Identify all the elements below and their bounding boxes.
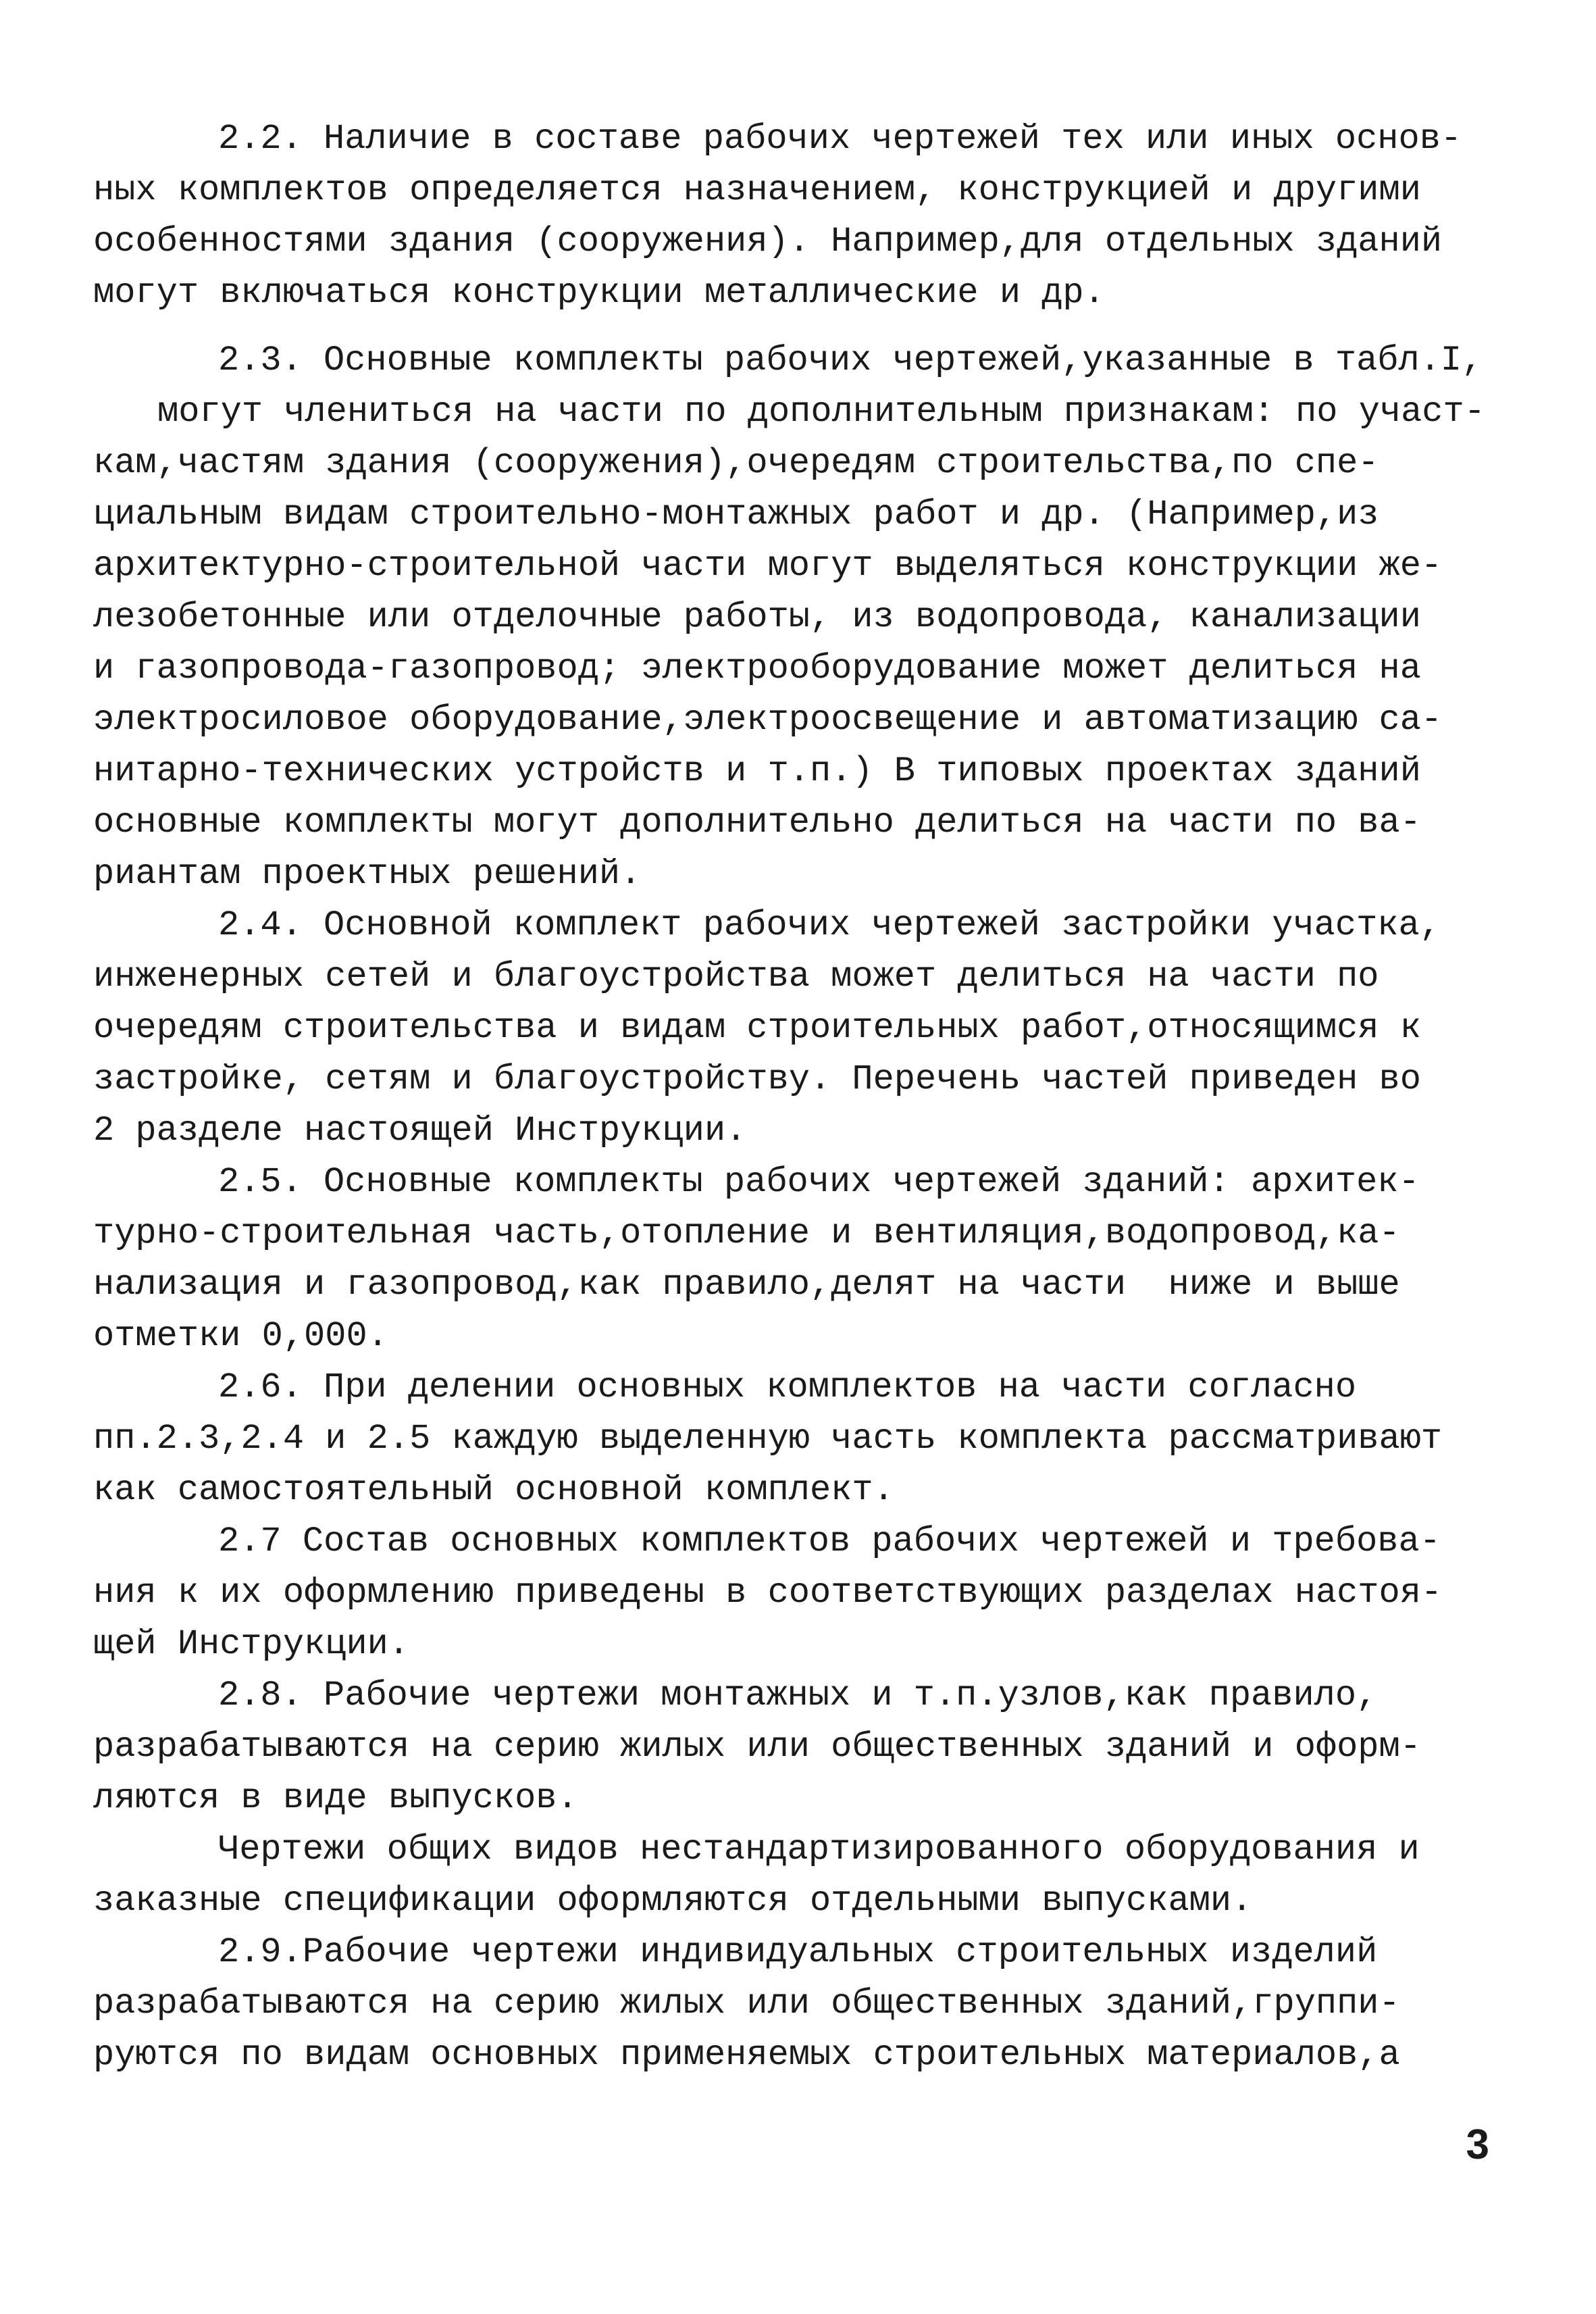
text-line: турно-строительная часть,отопление и вентиляция,водопровод,ка- bbox=[93, 1213, 1400, 1253]
text-line: 2.4. Основной комплект рабочих чертежей застройки участка, bbox=[218, 905, 1441, 945]
text-line: 2.2. Наличие в составе рабочих чертежей тех или иных основ- bbox=[218, 119, 1462, 159]
text-line: риантам проектных решений. bbox=[93, 854, 642, 894]
text-line: кам,частям здания (сооружения),очередям строительства,по спе- bbox=[93, 443, 1379, 483]
text-line: и газопровода-газопровод; электрооборудование может делиться на bbox=[93, 649, 1421, 688]
body-text bbox=[93, 114, 1505, 2081]
text-line: циальным видам строительно-монтажных работ и др. (Например,из bbox=[93, 495, 1379, 534]
text-line: 2.7 Состав основных комплектов рабочих чертежей и требова- bbox=[218, 1521, 1441, 1561]
text-line: отметки 0,000. bbox=[93, 1316, 388, 1356]
text-line: заказные спецификации оформляются отдельными выпусками. bbox=[93, 1881, 1253, 1921]
text-line: основные комплекты могут дополнительно делиться на части по ва- bbox=[93, 803, 1421, 842]
text-line: 2.3. Основные комплекты рабочих чертежей,указанные в табл.I, bbox=[218, 341, 1483, 380]
text-line: разрабатываются на серию жилых или общественных зданий и оформ- bbox=[93, 1727, 1421, 1767]
text-line: нитарно-технических устройств и т.п.) В типовых проектах зданий bbox=[93, 751, 1421, 791]
text-line: очередям строительства и видам строительных работ,относящимся к bbox=[93, 1008, 1421, 1048]
text-line: пп.2.3,2.4 и 2.5 каждую выделенную часть комплекта рассматривают bbox=[93, 1419, 1443, 1459]
text-line: ния к их оформлению приведены в соответствующих разделах настоя- bbox=[93, 1573, 1443, 1613]
text-line: Чертежи общих видов нестандартизированного оборудования и bbox=[218, 1830, 1420, 1869]
text-line: 2.8. Рабочие чертежи монтажных и т.п.узлов,как правило, bbox=[218, 1676, 1378, 1715]
text-line: ных комплектов определяется назначением, конструкцией и другими bbox=[93, 170, 1421, 210]
text-line: 2 разделе настоящей Инструкции. bbox=[93, 1111, 747, 1151]
text-line: инженерных сетей и благоустройства может делиться на части по bbox=[93, 957, 1379, 997]
page-number: 3 bbox=[1466, 2121, 1489, 2168]
text-line: руются по видам основных применяемых строительных материалов,а bbox=[93, 2035, 1400, 2075]
text-line: застройке, сетям и благоустройству. Перечень частей приведен во bbox=[93, 1059, 1421, 1099]
text-line: архитектурно-строительной части могут выделяться конструкции же- bbox=[93, 546, 1443, 586]
text-line: могут включаться конструкции металлические и др. bbox=[93, 273, 1105, 313]
text-line: 2.5. Основные комплекты рабочих чертежей зданий: архитек- bbox=[218, 1162, 1420, 1202]
text-line: нализация и газопровод,как правило,делят на части ниже и выше bbox=[93, 1265, 1400, 1305]
text-line: могут члениться на части по дополнительным признакам: по участ- bbox=[157, 392, 1485, 432]
text-line: щей Инструкции. bbox=[93, 1624, 410, 1664]
text-line: лезобетонные или отделочные работы, из водопровода, канализации bbox=[93, 597, 1421, 637]
text-line: 2.6. При делении основных комплектов на части согласно bbox=[218, 1367, 1357, 1407]
text-line: электросиловое оборудование,электроосвещение и автоматизацию са- bbox=[93, 700, 1443, 740]
text-line: как самостоятельный основной комплект. bbox=[93, 1470, 894, 1510]
text-line: разрабатываются на серию жилых или общественных зданий,группи- bbox=[93, 1984, 1400, 2023]
text-line: особенностями здания (сооружения). Например,для отдельных зданий bbox=[93, 222, 1443, 261]
text-line: 2.9.Рабочие чертежи индивидуальных строительных изделий bbox=[218, 1932, 1378, 1972]
text-line: ляются в виде выпусков. bbox=[93, 1778, 578, 1818]
